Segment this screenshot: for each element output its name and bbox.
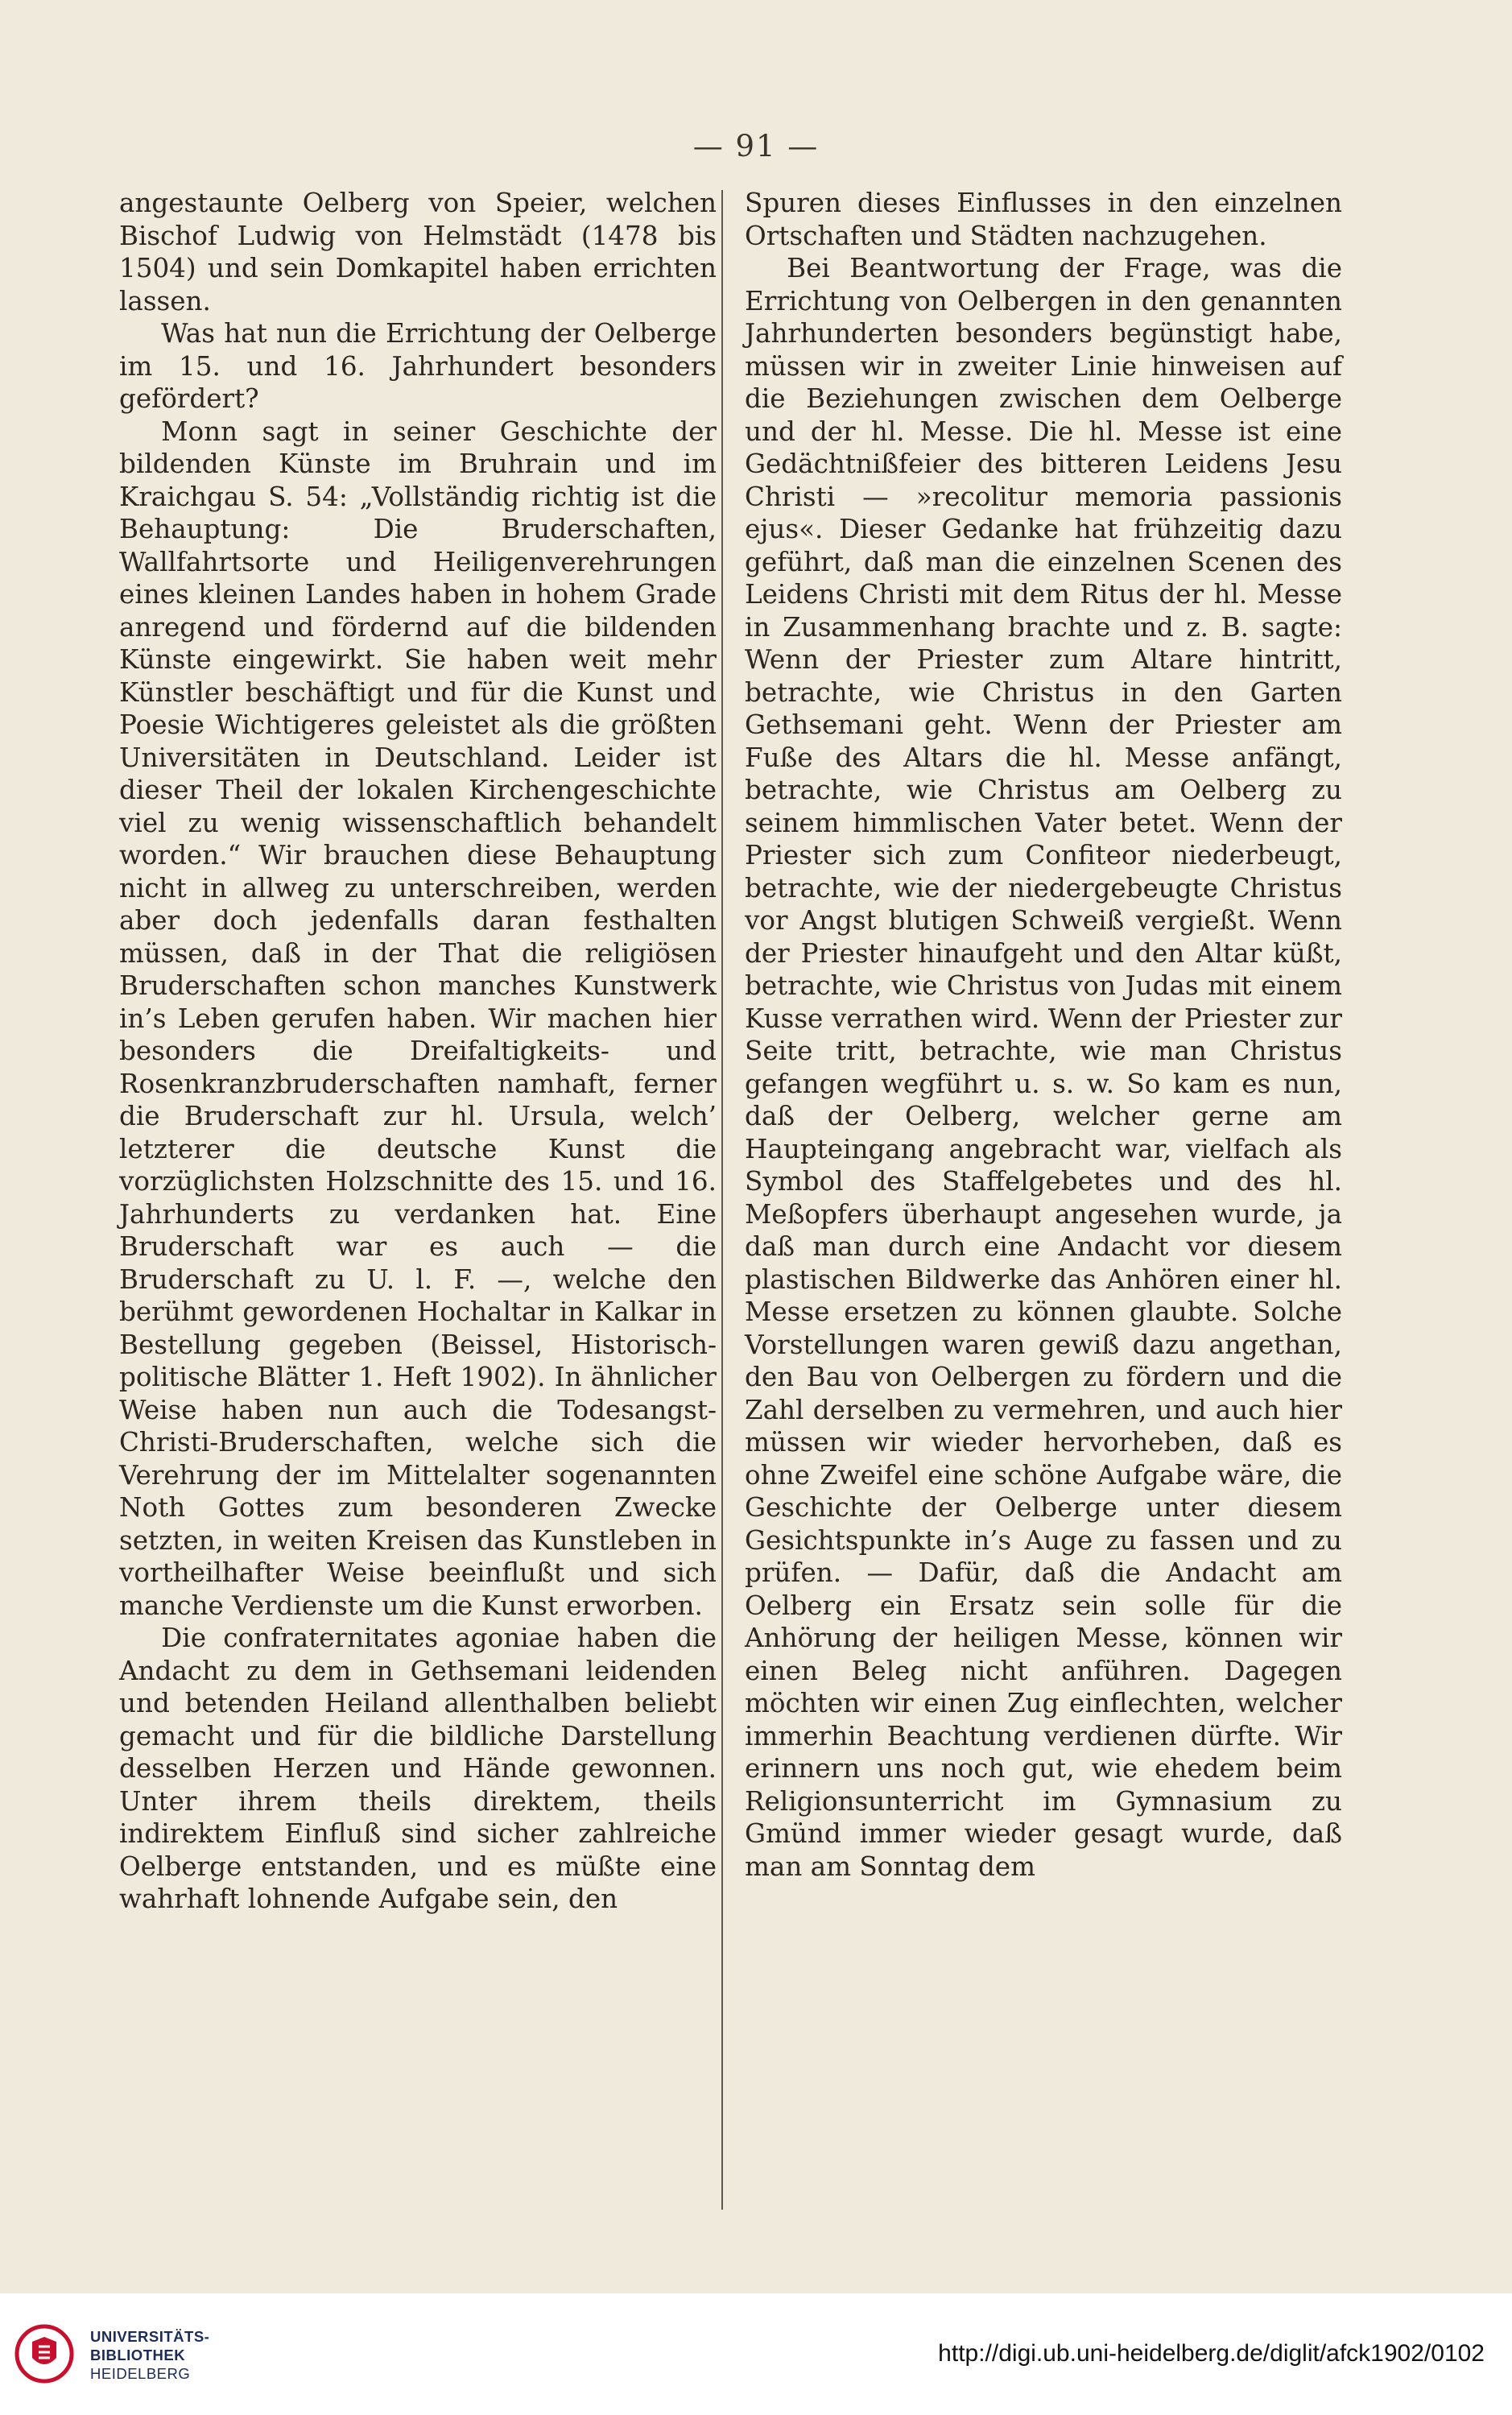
paragraph: Monn sagt in seiner Geschichte der bildenden Künste im Bruhrain und im Kraichgau S. 54: „Vollständig richtig ist die Behauptung: Die Bruderschaften, Wallfahrtsorte und Heiligenverehrungen eines kleinen Landes haben in hohem Grade anregend und fördernd auf die bildenden Künste eingewirkt. Sie haben weit mehr Künstler beschäftigt und für die Kunst und Poesie Wichtigeres geleistet als die größten Universitäten in Deutschland. Leider ist dieser Theil der lokalen Kirchengeschichte viel zu wenig wissenschaftlich behandelt worden.“ Wir brauchen diese Behauptung nicht in allweg zu unterschreiben, werden aber doch jedenfalls daran festhalten müssen, daß in der That die religiösen Bruderschaften schon manches Kunstwerk in’s Leben gerufen haben. Wir machen hier besonders die Dreifaltigkeits- und Rosenkranzbruderschaften namhaft, ferner die Bruderschaft zur hl. Ursula, welch’ letzterer die deutsche Kunst die vorzüglichsten Holzschnitte des 15. und 16. Jahrhunderts zu verdanken hat. Eine Bruderschaft war es auch — die Bruderschaft zu U. l. F. —, welche den berühmt gewordenen Hochaltar in Kalkar in Bestellung gegeben (Beissel, Historisch-politische Blätter 1. Heft 1902). In ähnlicher Weise haben nun auch die Todesangst-Christi-Bruderschaften, welche sich die Verehrung der im Mittelalter sogenannten Noth Gottes zum besonderen Zwecke setzten, in weiten Kreisen das Kunstleben in vortheilhafter Weise beeinflußt und sich manche Verdienste um die Kunst erworben. — [119, 416, 717, 1621]
logo-line: HEIDELBERG — [90, 2365, 191, 2382]
paragraph: Die confraternitates agoniae haben die Andacht zu dem in Gethsemani leidenden und betenden Heiland allenthalben beliebt gemacht und für die bildliche Darstellung desselben Herzen und Hände gewonnen. Unter ihrem theils direktem, theils indirektem Einfluß sind sicher zahlreiche Oelberge entstanden, und es müßte eine wahrhaft lohnende Aufgabe sein, den — [119, 1623, 717, 1914]
logo-line: UNIVERSITÄTS- — [90, 2328, 210, 2345]
column-divider — [721, 190, 723, 2210]
university-seal-icon — [14, 2324, 74, 2384]
paragraph: Was hat nun die Errichtung der Oelberge im 15. und 16. Jahrhundert besonders gefördert? — [119, 318, 717, 414]
right-column — [745, 187, 1342, 1883]
paragraph: Bei Beantwortung der Frage, was die Errichtung von Oelbergen in den genannten Jahrhunderten besonders begünstigt habe, müssen wir in zweiter Linie hinweisen auf die Beziehungen zwischen dem Oelberge und der hl. Messe. Die hl. Messe ist eine Gedächtnißfeier des bitteren Leidens Jesu Christi — »recolitur memoria passionis ejus«. Dieser Gedanke hat frühzeitig dazu geführt, daß man die einzelnen Scenen des Leidens Christi mit dem Ritus der hl. Messe in Zusammenhang brachte und z. B. sagte: Wenn der Priester zum Altare hintritt, betrachte, wie Christus in den Garten Gethsemani geht. Wenn der Priester am Fuße des Altars die hl. Messe anfängt, betrachte, wie Christus am Oelberg zu seinem himmlischen Vater betet. Wenn der Priester sich zum Confiteor niederbeugt, betrachte, wie der niedergebeugte Christus vor Angst blutigen Schweiß vergießt. Wenn der Priester hinaufgeht und den Altar küßt, betrachte, wie Christus von Judas mit einem Kusse verrathen wird. Wenn der Priester zur Seite tritt, betrachte, wie man Christus gefangen wegführt u. s. w. So kam es nun, daß der Oelberg, welcher gerne am Haupteingang angebracht war, vielfach als Symbol des Staffelgebetes und des hl. Meßopfers überhaupt angesehen wurde, ja daß man durch eine Andacht vor diesem plastischen Bildwerke das Anhören einer hl. Messe ersetzen zu können glaubte. Solche Vorstellungen waren gewiß dazu angethan, den Bau von Oelbergen zu fördern und die Zahl derselben zu vermehren, und auch hier müssen wir wieder hervorheben, daß es ohne Zweifel eine schöne Aufgabe wäre, die Geschichte der Oelberge unter diesem Gesichtspunkte in’s Auge zu fassen und zu prüfen. — Dafür, daß die Andacht am Oelberg ein Ersatz sein solle für die Anhörung der heiligen Messe, können wir einen Beleg nicht anführen. Dagegen möchten wir einen Zug einflechten, welcher immerhin Beachtung verdienen dürfte. Wir erinnern uns noch gut, wie ehedem beim Religionsunterricht im Gymnasium zu Gmünd immer wieder gesagt wurde, daß man am Sonntag dem — [745, 253, 1342, 1882]
paragraph: Spuren dieses Einflusses in den einzelnen Ortschaften und Städten nachzugehen. — [745, 188, 1342, 251]
logo-line: BIBLIOTHEK — [90, 2347, 186, 2363]
page-number: — 91 — — [692, 129, 820, 163]
footer-bar — [0, 2293, 1512, 2415]
paragraph: angestaunte Oelberg von Speier, welchen Bischof Ludwig von Helmstädt (1478 bis 1504) und sein Domkapitel haben errichten lassen. — [119, 188, 717, 316]
source-url-link[interactable]: http://digi.ub.uni-heidelberg.de/diglit/afck1902/0102 — [938, 2340, 1485, 2367]
left-column — [119, 187, 717, 1916]
library-logo-text — [90, 2327, 209, 2383]
